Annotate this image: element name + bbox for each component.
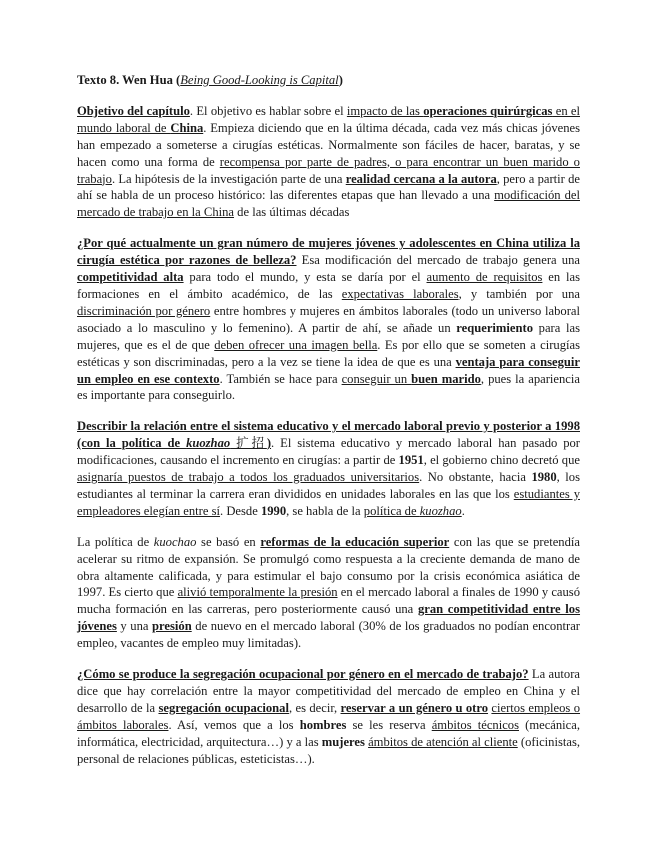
text-run: 1990 <box>260 503 287 518</box>
text-run: (mecánica, informática, electricidad, arquitectura…) y a las <box>77 717 581 749</box>
text-run: realidad cercana a la autora <box>345 171 497 186</box>
title-close: ) <box>338 73 343 87</box>
text-run: , el gobierno chino decretó que <box>423 453 580 468</box>
paragraph-segregation <box>77 666 580 767</box>
text-run: . Desde <box>220 503 261 518</box>
title-subtitle: Being Good-Looking is Capital <box>180 73 339 87</box>
text-run: , pero a partir de ahí se habla de un proceso histórico: las diferentes etapas que han llevado a una <box>77 171 580 203</box>
text-run: operaciones quirúrgicas <box>423 103 553 118</box>
text-run: entre hombres y mujeres en ámbitos laborales (todo un universo laboral asociado a lo masculino y lo femenino). A partir de ahí, se añade un <box>77 303 580 335</box>
text-run: La política de <box>77 534 154 549</box>
text-run: reservar a un género u otro <box>340 700 489 715</box>
paragraph-objective <box>77 103 580 221</box>
text-run: . El sistema educativo y mercado laboral han pasado por modificaciones, causando el incremento en cirugías: a partir de <box>77 436 580 468</box>
text-run: presión <box>152 619 192 634</box>
text-run: . Así, vemos que a los <box>168 717 300 732</box>
text-run: de nuevo en el mercado laboral (30% de los graduados no podían encontrar empleo, vacantes de empleo muy limitadas). <box>77 619 580 651</box>
text-run: para todo el mundo, y esta se daría por el <box>183 270 427 285</box>
text-run: ámbitos de atención al cliente <box>368 734 518 749</box>
text-run: con las que se pretendía acelerar su ritmo de expansión. Se promulgó como respuesta a la creciente demanda de mano de obra altamente calificada, y para estimular el bajo consumo por la crisis económica asiática de 1997. Es cierto que <box>77 534 580 600</box>
section-heading: ¿Por qué actualmente un gran número de mujeres jóvenes y adolescentes en China utiliza la cirugía estética por razones de belleza? <box>77 236 580 268</box>
text-run: La autora dice que hay correlación entre la mayor competitividad del mercado de empleo en China y el desarrollo de la <box>77 667 581 715</box>
text-run: conseguir un <box>341 371 412 386</box>
text-run: 扩招 <box>230 436 267 451</box>
text-run: buen marido <box>411 371 481 386</box>
text-run: . Es por ello que se someten a cirugías estéticas y son discriminadas, pero a la vez se tiene la idea de que es una <box>77 337 580 369</box>
document-page <box>77 72 580 782</box>
text-run: y una <box>116 619 153 634</box>
text-run: aumento de requisitos <box>426 270 543 285</box>
text-run: , es decir, <box>288 700 341 715</box>
text-run: ventaja para conseguir un empleo en ese contexto <box>77 354 580 386</box>
section-heading: Objetivo del capítulo <box>77 103 190 118</box>
text-run: 1951 <box>398 453 424 468</box>
text-run: modificación del mercado de trabajo en la China <box>77 188 580 220</box>
text-run: recompensa por parte de padres, o para encontrar un buen marido o trabajo <box>77 154 580 186</box>
section-heading: ¿Cómo se produce la segregación ocupacional por género en el mercado de trabajo? <box>77 667 529 682</box>
text-run: , y también por una <box>458 286 580 301</box>
text-run: kuozhao <box>186 436 231 451</box>
text-run: segregación ocupacional <box>158 700 289 715</box>
text-run: política de <box>363 503 420 518</box>
text-run: (oficinistas, personal de relaciones públicas, esteticistas…). <box>77 734 580 766</box>
text-run: . <box>461 503 465 518</box>
text-run: . Empieza diciendo que en la última década, cada vez más chicas jóvenes han empezado a someterse a cirugías estéticas. Normalmente son fáciles de hacer, baratas, y se hacen como una forma de <box>77 120 581 169</box>
text-run: ámbitos técnicos <box>431 717 519 732</box>
text-run: alivió temporalmente la presión <box>177 585 338 600</box>
text-run: China <box>170 120 204 135</box>
text-run: ) <box>266 436 272 451</box>
title-main: Texto 8. Wen Hua ( <box>77 73 181 87</box>
text-run: reformas de la educación superior <box>260 534 450 549</box>
text-run: estudiantes y empleadores elegían entre sí <box>77 486 580 518</box>
text-run: kuozhao <box>419 503 462 518</box>
text-run: gran competitividad entre los jóvenes <box>77 602 581 634</box>
paragraph-why-surgery <box>77 235 580 404</box>
text-run: impacto de las <box>346 103 424 118</box>
section-heading: Describir la relación entre el sistema educativo y el mercado laboral previo y posterior a 1998 (con la política de <box>77 419 580 451</box>
text-run: competitividad alta <box>77 270 184 285</box>
text-run: para las mujeres, que es el de que <box>77 320 580 352</box>
paragraph-kuochao-policy <box>77 534 580 652</box>
text-run: en el mundo laboral de <box>77 103 580 135</box>
text-run: , se habla de la <box>286 503 364 518</box>
text-run: se les reserva <box>346 717 432 732</box>
text-run: requerimiento <box>456 320 533 335</box>
text-run: . La hipótesis de la investigación parte de una <box>111 171 346 186</box>
paragraph-education-system <box>77 418 580 519</box>
text-run: , los estudiantes al terminar la carrera eran divididos en unidades laborales en las que los <box>77 470 580 501</box>
text-run: en el mercado laboral a finales de 1990 y causó mucha formación en las carreras, pero posteriormente causó una <box>77 585 581 617</box>
text-run: hombres <box>299 717 347 732</box>
text-run: . El objetivo es hablar sobre el <box>189 103 347 118</box>
text-run: se basó en <box>196 534 261 549</box>
text-run: . No obstante, hacia <box>419 470 532 485</box>
text-run: . También se hace para <box>219 371 342 386</box>
text-run: en las formaciones en el ámbito académico, de las <box>77 270 580 301</box>
text-run: , pues la apariencia es importante para conseguirlo. <box>77 371 580 403</box>
text-run: expectativas laborales <box>341 286 459 301</box>
text-run: kuochao <box>153 534 197 549</box>
text-run: deben ofrecer una imagen bella <box>214 337 378 352</box>
text-run: de las últimas décadas <box>234 205 350 220</box>
text-run: asignaría puestos de trabajo a todos los graduados universitarios <box>77 470 420 485</box>
text-run: ciertos empleos o ámbitos laborales <box>77 700 581 732</box>
text-run: 1980 <box>531 470 557 485</box>
document-title <box>77 72 580 89</box>
text-run: Esa modificación del mercado de trabajo genera una <box>296 253 580 268</box>
text-run: mujeres <box>321 734 365 749</box>
text-run: discriminación por género <box>77 303 211 318</box>
